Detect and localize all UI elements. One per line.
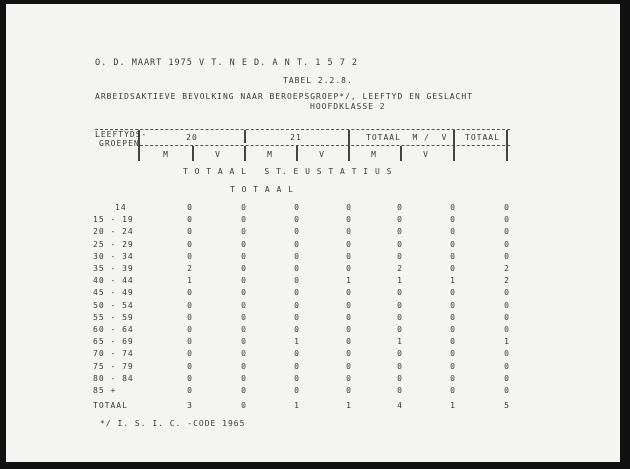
sub-header: M [371, 150, 377, 159]
cell-value: 0 [346, 203, 352, 212]
cell-value: 0 [294, 312, 300, 322]
cell-value: 0 [294, 373, 300, 383]
cell-value: 0 [294, 325, 300, 334]
cell-value: 0 [294, 227, 300, 237]
cell-value: 0 [397, 361, 403, 371]
cell-value: 0 [346, 215, 352, 225]
cell-value: 0 [504, 203, 510, 212]
cell-value: 0 [294, 239, 300, 249]
cell-value: 0 [397, 239, 403, 249]
cell-value: 0 [504, 312, 510, 322]
age-header-2: GROEPEN [99, 139, 140, 148]
cell-value: 0 [241, 215, 247, 225]
cell-value: 0 [187, 325, 193, 334]
cell-value: 0 [294, 300, 300, 310]
section-title: T O T A A L S T. E U S T A T I U S [183, 167, 393, 176]
cell-value: 0 [346, 373, 352, 383]
cell-value: 0 [241, 239, 247, 249]
divider [453, 130, 455, 161]
table-subtitle: HOOFDKLASSE 2 [310, 102, 386, 111]
cell-value: 2 [504, 264, 510, 273]
cell-value: 0 [241, 203, 247, 212]
cell-value: 0 [450, 239, 456, 249]
header-rule-top [95, 129, 510, 130]
cell-value: 0 [450, 312, 456, 322]
cell-value: 0 [294, 276, 300, 286]
cell-value: 1 [450, 401, 456, 410]
cell-value: 1 [346, 401, 352, 410]
cell-value: 0 [450, 288, 456, 298]
cell-value: 3 [187, 401, 193, 410]
cell-value: 0 [397, 349, 403, 359]
cell-value: 0 [450, 203, 456, 212]
cell-value: 0 [346, 325, 352, 334]
cell-value: 0 [504, 325, 510, 334]
cell-value: 2 [504, 276, 510, 286]
sub-header: V [215, 150, 221, 159]
cell-value: 1 [187, 276, 193, 286]
cell-value: 0 [187, 386, 193, 395]
cell-value: 0 [346, 386, 352, 395]
cell-value: 0 [241, 276, 247, 286]
age-group-label: 40 - 44 [93, 276, 134, 286]
age-group-label: 85 + [93, 386, 117, 395]
cell-value: 0 [397, 227, 403, 237]
age-group-label: 80 - 84 [93, 373, 134, 383]
cell-value: 0 [241, 288, 247, 298]
cell-value: 0 [397, 288, 403, 298]
cell-value: 0 [450, 373, 456, 383]
table-number: TABEL 2.2.8. [283, 76, 353, 85]
cell-value: 1 [504, 337, 510, 347]
cell-value: 4 [397, 401, 403, 410]
cell-value: 0 [187, 373, 193, 383]
divider [192, 146, 194, 161]
sub-header: M [267, 150, 273, 159]
cell-value: 1 [450, 276, 456, 286]
grand-total-header: TOTAAL [465, 133, 500, 142]
age-group-label: TOTAAL [93, 401, 128, 410]
cell-value: 0 [504, 349, 510, 359]
age-group-label: 20 - 24 [93, 227, 134, 237]
cell-value: 0 [397, 203, 403, 212]
cell-value: 0 [450, 300, 456, 310]
cell-value: 0 [504, 361, 510, 371]
cell-value: 1 [397, 337, 403, 347]
cell-value: 0 [346, 227, 352, 237]
age-group-label: 60 - 64 [93, 325, 134, 334]
group-20-header: 20 [186, 133, 198, 142]
cell-value: 0 [397, 386, 403, 395]
cell-value: 0 [241, 349, 247, 359]
age-group-label: 65 - 69 [93, 337, 134, 347]
cell-value: 0 [241, 361, 247, 371]
sub-header: V [319, 150, 325, 159]
sub-header: M [163, 150, 169, 159]
cell-value: 0 [450, 251, 456, 261]
age-group-label: 75 - 79 [93, 361, 134, 371]
cell-value: 0 [346, 312, 352, 322]
cell-value: 0 [294, 264, 300, 273]
cell-value: 0 [241, 325, 247, 334]
cell-value: 0 [397, 373, 403, 383]
sub-header: V [423, 150, 429, 159]
cell-value: 0 [241, 386, 247, 395]
cell-value: 2 [187, 264, 193, 273]
divider [296, 146, 298, 161]
cell-value: 0 [504, 386, 510, 395]
cell-value: 0 [504, 239, 510, 249]
divider [506, 130, 508, 161]
cell-value: 0 [397, 251, 403, 261]
table-title: ARBEIDSAKTIEVE BEVOLKING NAAR BEROEPSGROEP*/, LEEFTYD EN GESLACHT [95, 92, 474, 101]
age-group-label: 50 - 54 [93, 300, 134, 310]
group-21-header: 21 [290, 133, 302, 142]
cell-value: 1 [397, 276, 403, 286]
divider [244, 130, 246, 143]
cell-value: 0 [241, 373, 247, 383]
cell-value: 0 [187, 312, 193, 322]
cell-value: 1 [294, 337, 300, 347]
cell-value: 0 [504, 227, 510, 237]
cell-value: 0 [241, 264, 247, 273]
cell-value: 0 [187, 227, 193, 237]
group-total-header: TOTAAL M / V [366, 133, 448, 142]
cell-value: 0 [187, 239, 193, 249]
cell-value: 0 [346, 264, 352, 273]
cell-value: 0 [397, 300, 403, 310]
cell-value: 5 [504, 401, 510, 410]
cell-value: 0 [450, 349, 456, 359]
cell-value: 0 [450, 264, 456, 273]
cell-value: 0 [450, 325, 456, 334]
cell-value: 0 [450, 386, 456, 395]
cell-value: 0 [346, 300, 352, 310]
cell-value: 0 [187, 251, 193, 261]
cell-value: 0 [187, 203, 193, 212]
age-group-label: 55 - 59 [93, 312, 134, 322]
cell-value: 0 [241, 312, 247, 322]
cell-value: 0 [450, 337, 456, 347]
age-group-label: 30 - 34 [93, 251, 134, 261]
cell-value: 0 [294, 349, 300, 359]
cell-value: 0 [187, 300, 193, 310]
cell-value: 0 [504, 251, 510, 261]
divider [400, 146, 402, 161]
cell-value: 0 [397, 312, 403, 322]
cell-value: 0 [294, 251, 300, 261]
cell-value: 0 [504, 373, 510, 383]
cell-value: 0 [294, 386, 300, 395]
cell-value: 0 [241, 401, 247, 410]
cell-value: 2 [397, 264, 403, 273]
cell-value: 0 [187, 215, 193, 225]
cell-value: 0 [187, 337, 193, 347]
divider [348, 130, 350, 161]
cell-value: 0 [241, 337, 247, 347]
cell-value: 1 [346, 276, 352, 286]
subsection-title: T O T A A L [230, 185, 294, 194]
cell-value: 0 [294, 215, 300, 225]
cell-value: 1 [294, 401, 300, 410]
cell-value: 0 [346, 251, 352, 261]
age-group-label: 70 - 74 [93, 349, 134, 359]
cell-value: 0 [187, 288, 193, 298]
cell-value: 0 [504, 300, 510, 310]
cell-value: 0 [294, 361, 300, 371]
header-line: O. D. MAART 1975 V T. N E D. A N T. 1 5 7 2 [95, 58, 359, 68]
cell-value: 0 [346, 337, 352, 347]
footnote: */ I. S. I. C. -CODE 1965 [100, 419, 246, 428]
cell-value: 0 [346, 361, 352, 371]
cell-value: 0 [294, 203, 300, 212]
cell-value: 0 [504, 215, 510, 225]
age-header: LEEFTYDS- [95, 130, 148, 139]
cell-value: 0 [294, 288, 300, 298]
age-group-label: 25 - 29 [93, 239, 134, 249]
cell-value: 0 [504, 288, 510, 298]
cell-value: 0 [397, 215, 403, 225]
cell-value: 0 [241, 300, 247, 310]
cell-value: 0 [397, 325, 403, 334]
cell-value: 0 [450, 227, 456, 237]
cell-value: 0 [450, 361, 456, 371]
cell-value: 0 [241, 251, 247, 261]
age-group-label: 45 - 49 [93, 288, 134, 298]
cell-value: 0 [241, 227, 247, 237]
cell-value: 0 [346, 349, 352, 359]
cell-value: 0 [187, 349, 193, 359]
age-group-label: 14 [115, 203, 127, 212]
cell-value: 0 [346, 288, 352, 298]
divider [244, 146, 246, 161]
cell-value: 0 [450, 215, 456, 225]
age-group-label: 35 - 39 [93, 264, 134, 273]
cell-value: 0 [346, 239, 352, 249]
age-group-label: 15 - 19 [93, 215, 134, 225]
cell-value: 0 [187, 361, 193, 371]
